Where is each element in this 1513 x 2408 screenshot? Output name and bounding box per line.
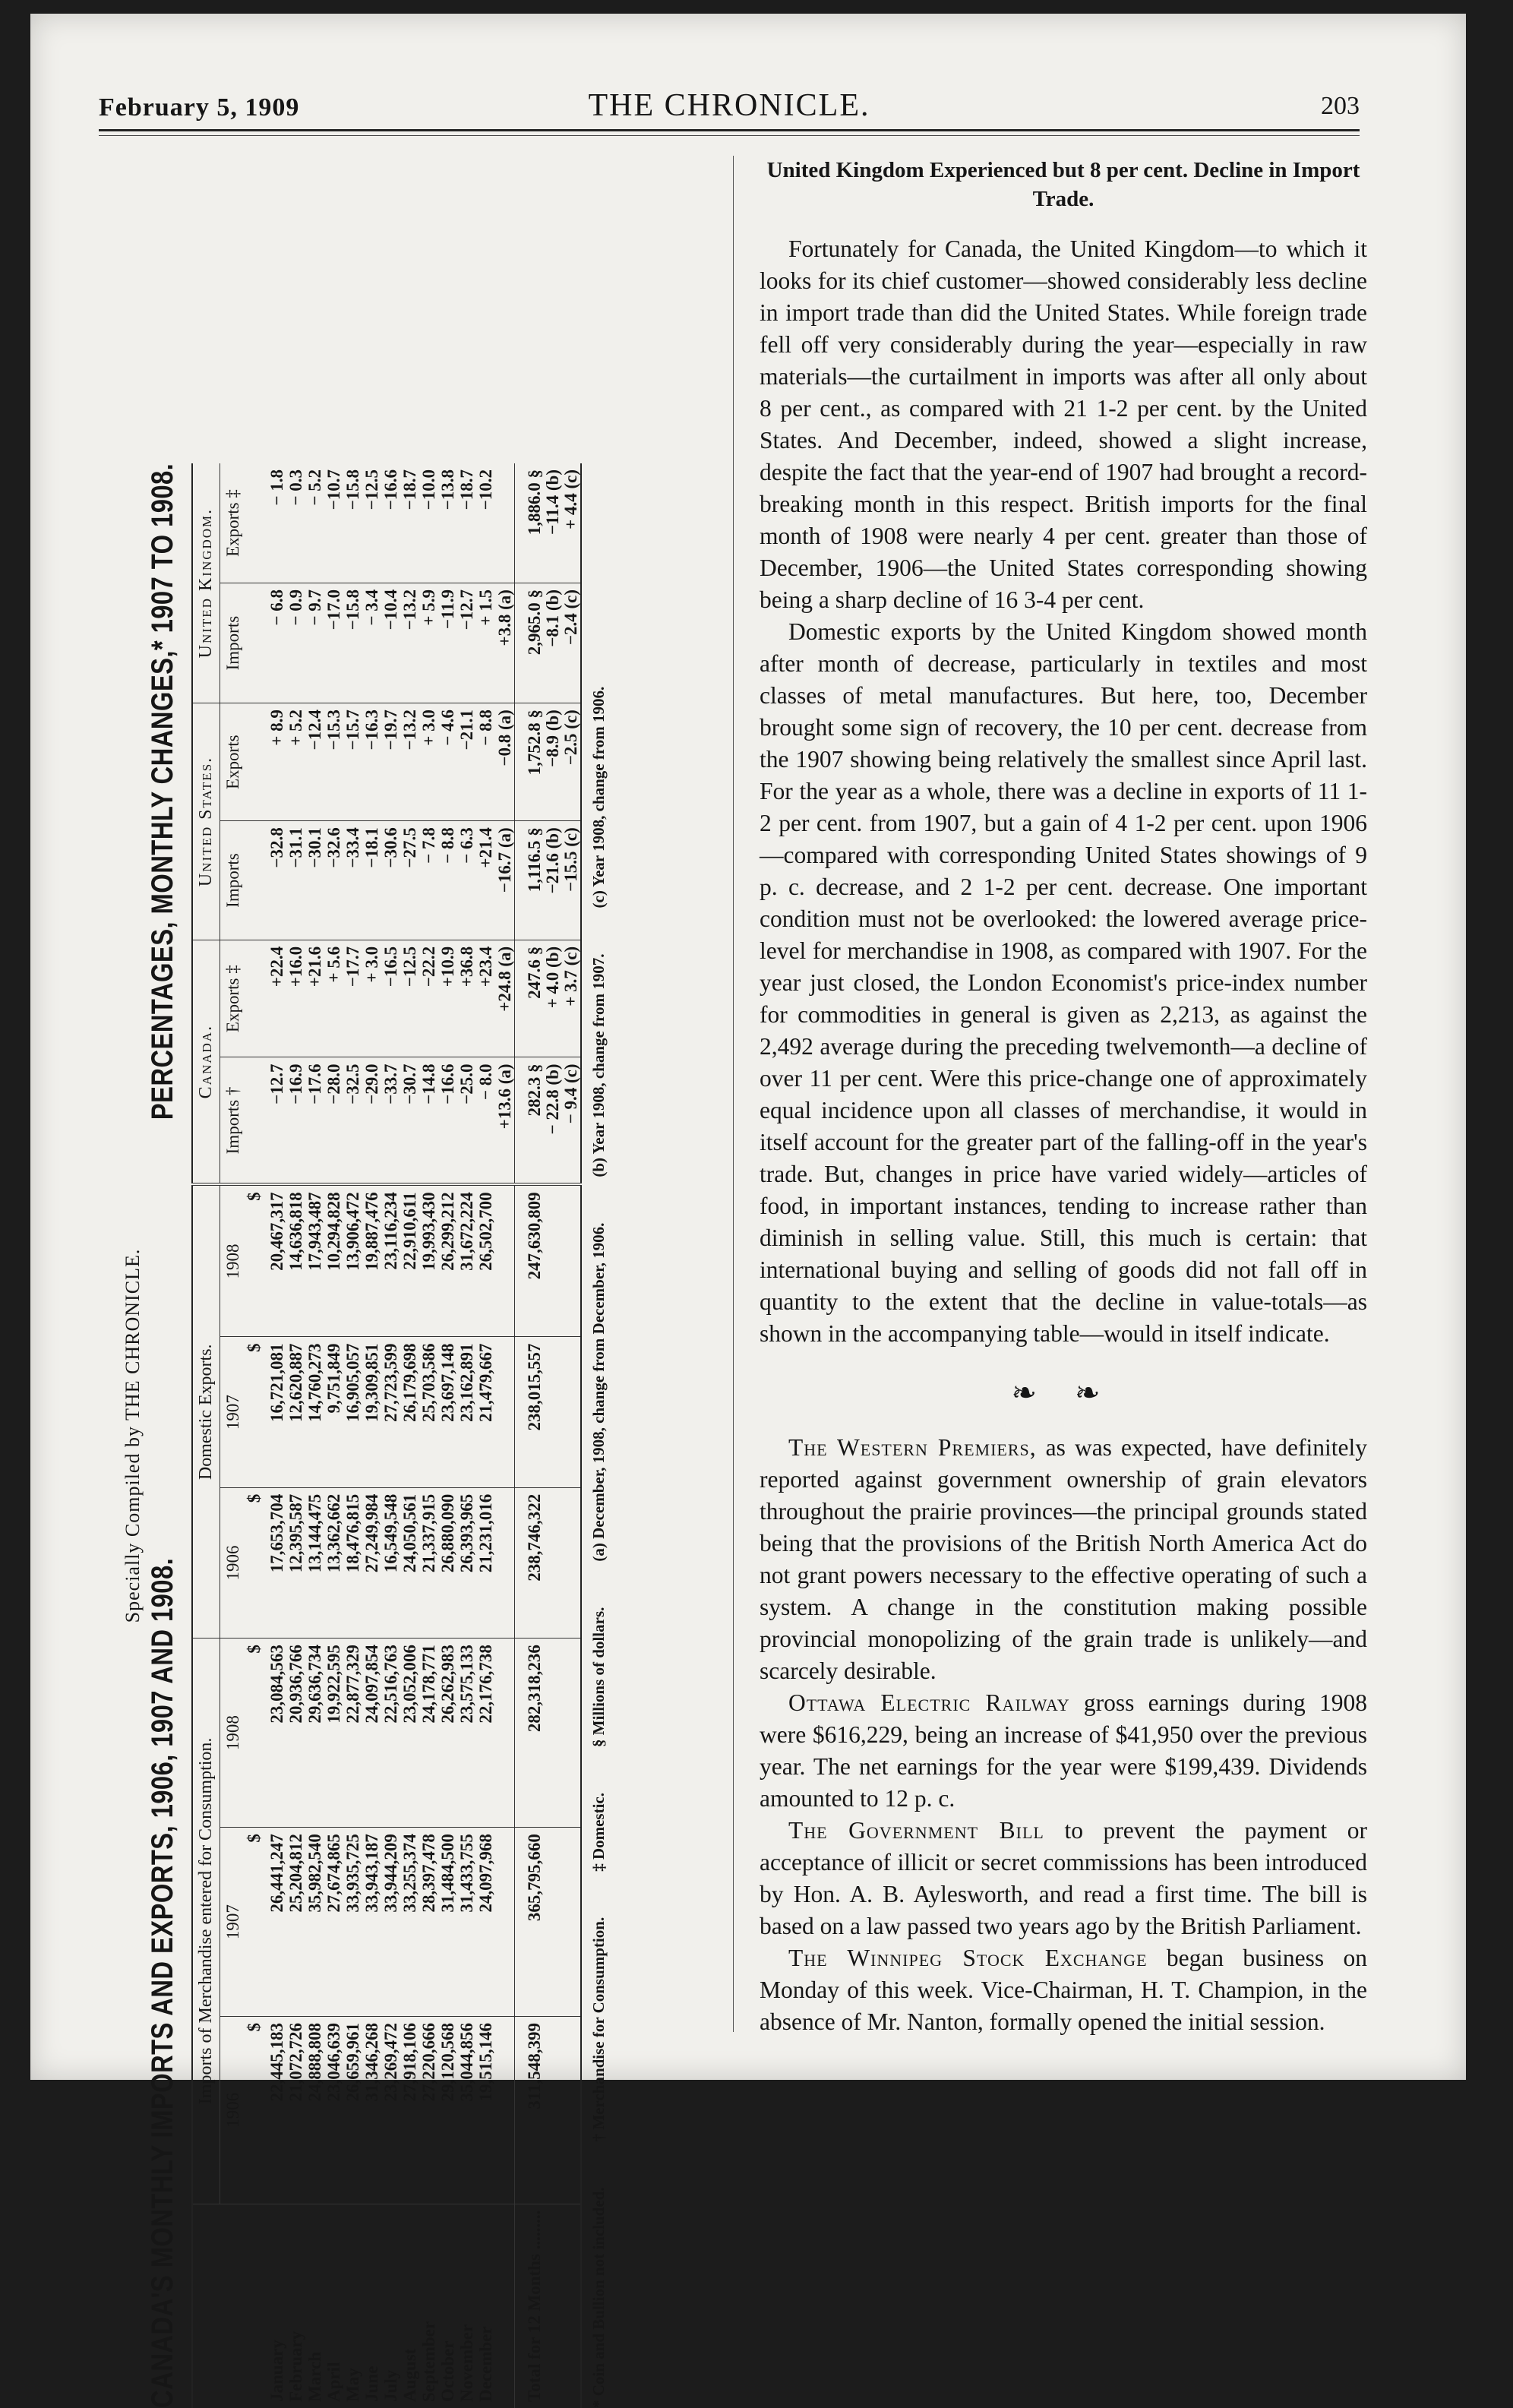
news-item-text: began business on Monday of this week. Vice-Chairman, H. T. Champion, in the absence of Mr. Nanton, formally opened the initial session. (760, 1945, 1367, 2035)
value-cell-exp06: 21,337,915 (419, 1487, 438, 1638)
news-item-ottawa-railway (760, 1687, 1367, 1815)
col-us-imports: Imports (220, 821, 247, 940)
value-cell-uk-imp: − 3.4 (362, 583, 381, 703)
news-item-text: gross earnings during 1908 were $616,229, being an increase of $41,950 over the previous year. The net earnings for the year were $199,439. Dividends amounted to 12 p. c. (760, 1689, 1367, 1812)
table-row (286, 463, 305, 2408)
value-cell-ca-exp: +36.8 (457, 940, 476, 1057)
col-exp-1907: 1907 (220, 1337, 247, 1487)
value-cell-ca-imp: +13.6 (a) (495, 1057, 515, 1184)
value-cell-imp07: 28,397,478 (419, 1828, 438, 2017)
value-cell-imp06: 29,120,568 (438, 2017, 457, 2204)
month-cell: May (343, 2368, 362, 2402)
value-cell-imp06: 35,044,856 (457, 2017, 476, 2204)
value-cell-exp08: 31,672,224 (457, 1184, 476, 1337)
value-cell-ca-exp: −17.7 (343, 940, 362, 1057)
value-cell-ca-imp: −14.8 (419, 1057, 438, 1184)
value-cell-imp06: 19,515,146 (476, 2017, 495, 2204)
total-value-line: 282.3 § (525, 1063, 544, 1117)
value-cell-us-imp: −30.1 (305, 821, 324, 940)
news-item-winnipeg-exchange (760, 1942, 1367, 2038)
value-cell-us-imp: −27.5 (400, 821, 419, 940)
table-row (324, 463, 343, 2408)
total-cell-uk-exp (515, 463, 582, 583)
header-title: THE CHRONICLE. (588, 88, 870, 123)
value-cell-uk-exp (495, 463, 515, 583)
total-cell-ca-exp (515, 940, 582, 1057)
trade-statistics-table-block (122, 463, 775, 2408)
value-cell-us-imp: − 6.3 (457, 821, 476, 940)
value-cell-exp08: 19,887,476 (362, 1184, 381, 1337)
value-cell-us-imp: −30.6 (381, 821, 400, 940)
table-row (419, 463, 438, 2408)
value-cell-imp08 (495, 1639, 515, 1828)
total-value-line: −2.4 (c) (561, 589, 580, 646)
total-label: Total for 12 Months ......... (515, 2204, 582, 2408)
article-column (760, 156, 1367, 2038)
value-cell-imp06: 31,346,268 (362, 2017, 381, 2204)
value-cell-uk-imp: + 1.5 (476, 583, 495, 703)
value-cell-ca-imp: −16.9 (286, 1057, 305, 1184)
value-cell-imp07: 26,441,247 (267, 1828, 286, 2017)
table-title: CANADA'S MONTHLY IMPORTS AND EXPORTS, 1906, 1907 AND 1908. (146, 1557, 179, 2408)
exports-group-header: Domestic Exports. (192, 1184, 220, 1638)
value-cell-us-exp: − 8.8 (476, 703, 495, 821)
table-row (438, 463, 457, 2408)
value-cell-ca-exp: −22.2 (419, 940, 438, 1057)
value-cell-us-imp: −32.8 (267, 821, 286, 940)
col-imp-1906: 1906 (220, 2017, 247, 2204)
total-value-line: 2,965.0 § (525, 589, 544, 656)
page-header (99, 87, 1360, 133)
total-cell-imp07: 365,795,660 (515, 1828, 582, 2017)
month-cell: February (286, 2331, 305, 2402)
table-row (476, 463, 495, 2408)
value-cell-imp07: 33,943,187 (362, 1828, 381, 2017)
month-cell (495, 2204, 515, 2408)
value-cell-imp06: 26,659,961 (343, 2017, 362, 2204)
value-cell-imp08: 23,084,563 (267, 1639, 286, 1828)
month-cell: January (267, 2340, 286, 2402)
col-imp-1907: 1907 (220, 1828, 247, 2017)
value-cell-exp08: 19,993,430 (419, 1184, 438, 1337)
value-cell-exp07: 21,479,667 (476, 1337, 495, 1487)
imports-group-header: Imports of Merchandise entered for Consumption. (192, 1639, 220, 2204)
value-cell-uk-exp: −16.6 (381, 463, 400, 583)
value-cell-imp08: 22,516,763 (381, 1639, 400, 1828)
value-cell-us-imp: −18.1 (362, 821, 381, 940)
value-cell-exp06: 16,549,548 (381, 1487, 400, 1638)
footnote: § Millions of dollars. (589, 1607, 608, 1747)
value-cell-imp07: 31,484,500 (438, 1828, 457, 2017)
value-cell-us-exp: −15.3 (324, 703, 343, 821)
total-cell-us-imp (515, 821, 582, 940)
total-cell-exp07: 238,015,557 (515, 1337, 582, 1487)
value-cell-uk-exp: −13.8 (438, 463, 457, 583)
percentages-title: PERCENTAGES, MONTHLY CHANGES,* 1907 TO 1908. (146, 463, 179, 1120)
col-exp-1908: 1908 (220, 1184, 247, 1337)
value-cell-uk-imp: −10.4 (381, 583, 400, 703)
value-cell-exp08: 14,636,818 (286, 1184, 305, 1337)
value-cell-exp07 (495, 1337, 515, 1487)
news-item-lead: The Winnipeg Stock Exchange (788, 1945, 1148, 1971)
value-cell-exp07: 25,703,586 (419, 1337, 438, 1487)
value-cell-imp06: 21,072,726 (286, 2017, 305, 2204)
value-cell-us-exp: + 8.9 (267, 703, 286, 821)
value-cell-uk-imp: −15.8 (343, 583, 362, 703)
total-value-line: 1,886.0 § (525, 469, 544, 536)
value-cell-exp06: 26,393,965 (457, 1487, 476, 1638)
col-uk-exports: Exports ‡ (220, 463, 247, 583)
value-cell-exp07: 9,751,849 (324, 1337, 343, 1487)
value-cell-uk-exp: − 5.2 (305, 463, 324, 583)
value-cell-uk-exp: −15.8 (343, 463, 362, 583)
value-cell-imp06: 24,888,808 (305, 2017, 324, 2204)
value-cell-ca-exp: +21.6 (305, 940, 324, 1057)
value-cell-exp07: 23,162,891 (457, 1337, 476, 1487)
total-value-line: −8.9 (b) (543, 709, 562, 767)
total-value-line: − 9.4 (c) (561, 1063, 580, 1124)
col-canada-exports: Exports ‡ (220, 940, 247, 1057)
value-cell-uk-imp: −11.9 (438, 583, 457, 703)
total-value-line: −11.4 (b) (543, 469, 562, 535)
value-cell-us-exp: −19.7 (381, 703, 400, 821)
value-cell-imp06: 22,445,183 (267, 2017, 286, 2204)
value-cell-us-imp: +21.4 (476, 821, 495, 940)
value-cell-imp08: 26,262,983 (438, 1639, 457, 1828)
table-title-row (146, 463, 191, 2408)
value-cell-uk-imp: − 6.8 (267, 583, 286, 703)
value-cell-imp07: 33,944,209 (381, 1828, 400, 2017)
value-cell-exp08: 20,467,317 (267, 1184, 286, 1337)
value-cell-uk-exp: −18.7 (457, 463, 476, 583)
value-cell-exp07: 16,905,057 (343, 1337, 362, 1487)
value-cell-exp08: 22,910,611 (400, 1184, 419, 1337)
value-cell-exp06: 13,362,662 (324, 1487, 343, 1638)
value-cell-imp06: 23,046,639 (324, 2017, 343, 2204)
value-cell-imp08: 22,877,329 (343, 1639, 362, 1828)
total-value-line: + 4.4 (c) (561, 469, 580, 529)
value-cell-exp07: 19,309,851 (362, 1337, 381, 1487)
total-cell-exp08: 247,630,809 (515, 1184, 582, 1337)
value-cell-us-exp: −13.2 (400, 703, 419, 821)
value-cell-ca-exp: +10.9 (438, 940, 457, 1057)
header-date: February 5, 1909 (99, 93, 300, 122)
value-cell-imp08: 22,176,738 (476, 1639, 495, 1828)
value-cell-uk-imp: − 9.7 (305, 583, 324, 703)
month-cell: June (362, 2365, 381, 2402)
value-cell-imp08: 23,052,006 (400, 1639, 419, 1828)
header-rule (99, 129, 1360, 131)
value-cell-uk-imp: −13.2 (400, 583, 419, 703)
value-cell-uk-imp: −17.0 (324, 583, 343, 703)
value-cell-imp08: 20,936,766 (286, 1639, 305, 1828)
value-cell-imp08: 24,097,854 (362, 1639, 381, 1828)
value-cell-ca-exp: +24.8 (a) (495, 940, 515, 1057)
value-cell-ca-imp: −12.7 (267, 1057, 286, 1184)
value-cell-imp08: 19,922,595 (324, 1639, 343, 1828)
value-cell-ca-imp: −28.0 (324, 1057, 343, 1184)
column-header-row (220, 463, 247, 2408)
value-cell-uk-exp: −18.7 (400, 463, 419, 583)
value-cell-ca-imp: −17.6 (305, 1057, 324, 1184)
value-cell-ca-exp: +22.4 (267, 940, 286, 1057)
unit-label: $ (246, 1828, 267, 2017)
value-cell-ca-imp: −29.0 (362, 1057, 381, 1184)
value-cell-us-imp: − 8.8 (438, 821, 457, 940)
article-paragraph: Fortunately for Canada, the United Kingdom—to which it looks for its chief customer—showed considerably less decline in import trade than did the United States. While foreign trade fell off very considerably during the year—especially in raw materials—the curtailment in imports was after all only about 8 per cent., as compared with 21 1-2 per cent. by the United States. And December, indeed, showed a slight increase, despite the fact that the year-end of 1907 had brought a record-breaking month in this respect. British imports for the final month of 1908 were nearly 4 per cent. greater than those of December, 1906—the United States corresponding showing being a sharp decline of 16 3-4 per cent. (760, 235, 1367, 613)
footnote: † Merchandise for Consumption. (589, 1917, 608, 2142)
total-value-line: − 22.8 (b) (543, 1063, 562, 1135)
value-cell-ca-exp: + 3.0 (362, 940, 381, 1057)
total-value-line: 1,752.8 § (525, 709, 544, 776)
table-row (400, 463, 419, 2408)
ornament-divider: ❧ ❧ (1011, 1376, 1116, 1410)
month-cell: October (438, 2340, 457, 2402)
value-cell-ca-exp: +16.0 (286, 940, 305, 1057)
value-cell-imp07: 24,097,968 (476, 1828, 495, 2017)
news-item-government-bill (760, 1815, 1367, 1942)
footnote: (b) Year 1908, change from 1907. (589, 953, 608, 1177)
total-cell-imp06: 311,548,399 (515, 2017, 582, 2204)
table-footnotes (589, 463, 608, 2408)
column-divider (733, 156, 734, 2032)
table-row (305, 463, 324, 2408)
value-cell-imp06: 27,220,666 (419, 2017, 438, 2204)
value-cell-imp06: 27,918,106 (400, 2017, 419, 2204)
col-imp-1908: 1908 (220, 1639, 247, 1828)
value-cell-us-imp: −32.6 (324, 821, 343, 940)
month-cell: August (400, 2348, 419, 2402)
value-cell-imp07: 33,255,374 (400, 1828, 419, 2017)
value-cell-exp08: 23,116,234 (381, 1184, 400, 1337)
table-row (381, 463, 400, 2408)
value-cell-exp08: 26,502,700 (476, 1184, 495, 1337)
us-group-header: United States. (192, 703, 220, 940)
value-cell-exp06: 24,050,561 (400, 1487, 419, 1638)
value-cell-exp07: 14,760,273 (305, 1337, 324, 1487)
value-cell-uk-exp: − 1.8 (267, 463, 286, 583)
value-cell-ca-exp: + 5.6 (324, 940, 343, 1057)
value-cell-us-imp: −33.4 (343, 821, 362, 940)
value-cell-us-exp: −16.3 (362, 703, 381, 821)
unit-label: $ (246, 1639, 267, 1828)
month-cell: March (305, 2351, 324, 2402)
value-cell-us-imp: −16.7 (a) (495, 821, 515, 940)
value-cell-exp08: 13,906,472 (343, 1184, 362, 1337)
value-cell-uk-imp: + 5.9 (419, 583, 438, 703)
news-item-text: to prevent the payment or acceptance of illicit or secret commissions has been introduced by Hon. A. B. Aylesworth, and read a first time. The bill is based on a law passed two years ago by the British Parliament. (760, 1817, 1367, 1939)
total-value-line: −8.1 (b) (543, 589, 562, 647)
total-value-line: −15.5 (c) (561, 827, 580, 892)
value-cell-uk-exp: −10.2 (476, 463, 495, 583)
value-cell-us-exp: −15.7 (343, 703, 362, 821)
value-cell-imp06 (495, 2017, 515, 2204)
value-cell-us-exp: −0.8 (a) (495, 703, 515, 821)
value-cell-ca-imp: −33.7 (381, 1057, 400, 1184)
total-cell-imp08: 282,318,236 (515, 1639, 582, 1828)
value-cell-exp06 (495, 1487, 515, 1638)
total-value-line: −21.6 (b) (543, 827, 562, 894)
value-cell-uk-exp: −10.7 (324, 463, 343, 583)
total-cell-ca-imp (515, 1057, 582, 1184)
unit-label: $ (246, 1487, 267, 1638)
month-cell: September (419, 2321, 438, 2402)
value-cell-ca-imp: − 8.0 (476, 1057, 495, 1184)
trade-table (191, 463, 582, 2408)
value-cell-uk-imp: +3.8 (a) (495, 583, 515, 703)
news-item-lead: The Western Premiers, (788, 1434, 1037, 1461)
value-cell-exp06: 13,144,475 (305, 1487, 324, 1638)
total-value-line: 1,116.5 § (525, 827, 544, 893)
news-item-lead: The Government Bill (788, 1817, 1044, 1844)
value-cell-ca-imp: −16.6 (438, 1057, 457, 1184)
news-item-lead: Ottawa Electric Railway (788, 1689, 1070, 1716)
value-cell-exp07: 26,179,698 (400, 1337, 419, 1487)
col-exp-1906: 1906 (220, 1487, 247, 1638)
value-cell-imp08: 23,575,133 (457, 1639, 476, 1828)
month-cell: November (457, 2324, 476, 2402)
value-cell-imp08: 24,178,771 (419, 1639, 438, 1828)
month-cell: December (476, 2326, 495, 2402)
article-heading: United Kingdom Experienced but 8 per cent. Decline in Import Trade. (766, 158, 1360, 211)
table-row (267, 463, 286, 2408)
value-cell-exp08: 17,943,487 (305, 1184, 324, 1337)
news-item-western-premiers (760, 1432, 1367, 1687)
total-cell-uk-imp (515, 583, 582, 703)
value-cell-imp07: 31,433,755 (457, 1828, 476, 2017)
col-us-exports: Exports (220, 703, 247, 821)
month-cell: July (381, 2369, 400, 2402)
value-cell-uk-imp: − 0.9 (286, 583, 305, 703)
value-cell-imp07: 25,204,812 (286, 1828, 305, 2017)
page-number: 203 (1321, 92, 1360, 120)
value-cell-ca-exp: −12.5 (400, 940, 419, 1057)
units-row (246, 463, 267, 2408)
unit-label: $ (246, 2017, 267, 2204)
value-cell-uk-exp: − 0.3 (286, 463, 305, 583)
value-cell-exp06: 27,249,984 (362, 1487, 381, 1638)
value-cell-us-exp: − 4.6 (438, 703, 457, 821)
value-cell-ca-imp: −25.0 (457, 1057, 476, 1184)
group-header-row (192, 463, 220, 2408)
value-cell-us-exp: + 3.0 (419, 703, 438, 821)
value-cell-exp06: 26,880,090 (438, 1487, 457, 1638)
value-cell-exp06: 21,231,016 (476, 1487, 495, 1638)
table-row (457, 463, 476, 2408)
value-cell-ca-exp: +23.4 (476, 940, 495, 1057)
news-item-text: as was expected, have definitely reported against government ownership of grain elevators throughout the prairie provinces—the principal grounds stated being that the provisions of the British North America Act do not grant powers necessary to the effective operating of such a system. A change in the constitution making possible provincial monopolizing of the grain trade is unlikely—and scarcely desirable. (760, 1434, 1368, 1684)
total-value-line: + 4.0 (b) (543, 946, 562, 1009)
value-cell-uk-exp: −10.0 (419, 463, 438, 583)
month-col-header (192, 2204, 246, 2408)
value-cell-us-exp: −21.1 (457, 703, 476, 821)
value-cell-imp08: 29,636,734 (305, 1639, 324, 1828)
footnote: ‡ Domestic. (589, 1792, 608, 1872)
article-paragraph: Domestic exports by the United Kingdom showed month after month of decrease, particularly in textiles and most classes of metal manufactures. But here, too, December brought some sign of recovery, the 10 per cent. decrease from the 1907 showing being relatively the smallest since April last. For the year as a whole, there was a decline in exports of 11 1-2 per cent. from 1907, but a gain of 4 1-2 per cent. upon 1906—compared with corresponding United States showings of 9 p. c. decrease, and 2 1-2 per cent. decrease. One important condition must not be overlooked: the lowered average price-level for merchandise in 1908, as compared with 1907. For the year just closed, the London Economist's price-index number for commodities in general is given as 2,213, as against the 2,492 average during the preceding twelvemonth—a decline of over 11 per cent. Were this price-change one of approximately equal incidence upon all classes of merchandise, it would in itself account for the greater part of the falling-off in the year's trade. But, changes in price have varied widely—articles of food, in important instances, tending to increase rather than diminish in selling value. Still, this much is certain: that international buying and selling of goods did not fall off in quantity to the extent that the decline in value-totals—as shown in the accompanying table—would in itself indicate. (760, 618, 1367, 1347)
value-cell-us-exp: −12.4 (305, 703, 324, 821)
value-cell-uk-exp: −12.5 (362, 463, 381, 583)
value-cell-imp07: 33,935,725 (343, 1828, 362, 2017)
col-uk-imports: Imports (220, 583, 247, 703)
value-cell-exp07: 12,620,887 (286, 1337, 305, 1487)
compiled-by-line: Specially Compiled by THE CHRONICLE. (122, 1248, 144, 1623)
uk-group-header: United Kingdom. (192, 463, 220, 703)
value-cell-uk-imp: −12.7 (457, 583, 476, 703)
footnote: (a) December, 1908, change from December, 1906. (589, 1222, 608, 1562)
value-cell-exp07: 23,697,148 (438, 1337, 457, 1487)
value-cell-ca-imp: −30.7 (400, 1057, 419, 1184)
value-cell-exp07: 27,723,599 (381, 1337, 400, 1487)
value-cell-imp07: 27,674,865 (324, 1828, 343, 2017)
total-value-line: −2.5 (c) (561, 709, 580, 766)
table-row (343, 463, 362, 2408)
value-cell-imp07: 35,982,540 (305, 1828, 324, 2017)
value-cell-exp06: 12,395,587 (286, 1487, 305, 1638)
value-cell-ca-exp: −16.5 (381, 940, 400, 1057)
footnote: (c) Year 1908, change from 1906. (589, 686, 608, 909)
value-cell-us-imp: −31.1 (286, 821, 305, 940)
value-cell-exp06: 18,476,815 (343, 1487, 362, 1638)
value-cell-exp08: 26,299,212 (438, 1184, 457, 1337)
table-body (246, 463, 581, 2408)
footnote: * Coin and Bullion not included. (589, 2187, 608, 2408)
unit-label: $ (246, 1337, 267, 1487)
value-cell-imp07 (495, 1828, 515, 2017)
total-cell-exp06: 238,746,322 (515, 1487, 582, 1638)
value-cell-exp07: 16,721,081 (267, 1337, 286, 1487)
value-cell-us-exp: + 5.2 (286, 703, 305, 821)
total-cell-us-exp (515, 703, 582, 821)
unit-label: $ (246, 1184, 267, 1337)
total-row (515, 463, 582, 2408)
canada-group-header: Canada. (192, 940, 220, 1184)
col-canada-imports: Imports † (220, 1057, 247, 1184)
value-cell-us-imp: − 7.8 (419, 821, 438, 940)
value-cell-ca-imp: −32.5 (343, 1057, 362, 1184)
table-row (495, 463, 515, 2408)
total-value-line: + 3.7 (c) (561, 946, 580, 1006)
table-row (362, 463, 381, 2408)
value-cell-exp06: 17,653,704 (267, 1487, 286, 1638)
value-cell-exp08 (495, 1184, 515, 1337)
value-cell-exp08: 10,294,828 (324, 1184, 343, 1337)
total-value-line: 247.6 § (525, 946, 544, 999)
header-rule-thin (99, 135, 1360, 136)
month-cell: April (324, 2362, 343, 2402)
value-cell-imp06: 23,269,472 (381, 2017, 400, 2204)
